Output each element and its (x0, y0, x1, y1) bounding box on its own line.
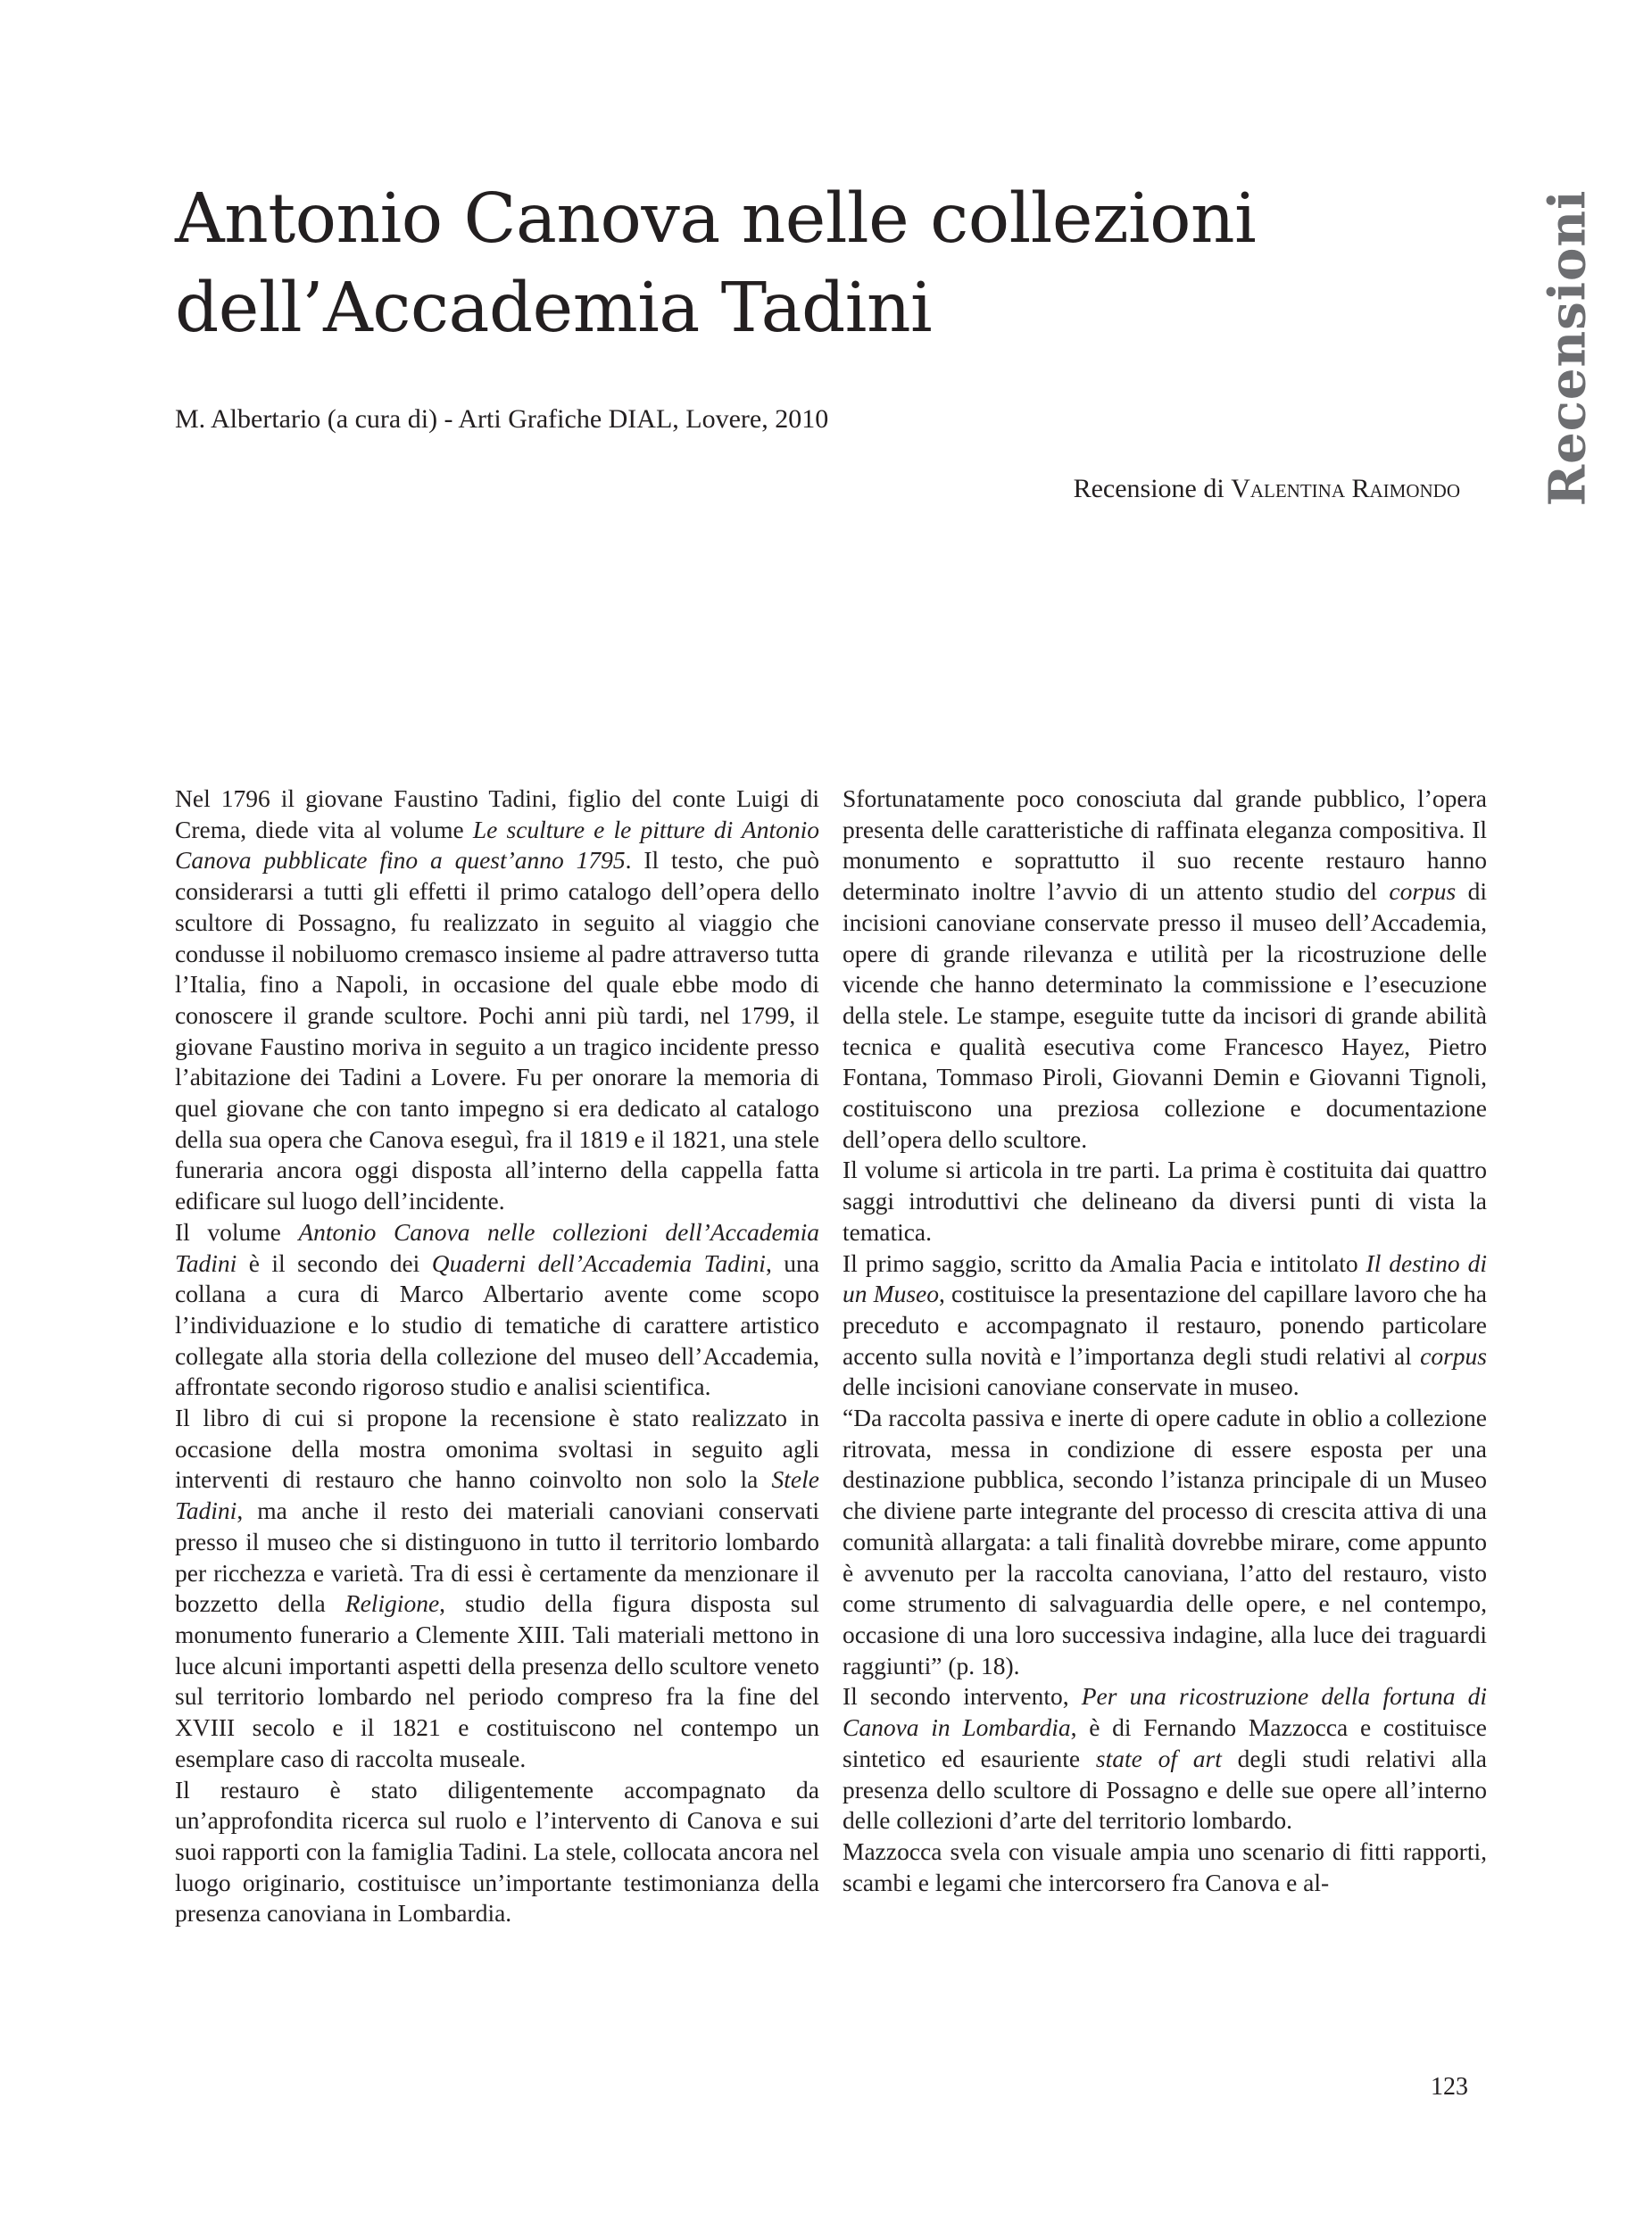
paragraph: Il volume si articola in tre parti. La prima è costituita dai quattro saggi introduttivi che delineano da diversi punti di vista la tematica. (843, 1156, 1487, 1246)
section-side-label (1532, 189, 1603, 507)
page-number: 123 (1431, 2073, 1468, 2101)
paragraph: Il volume Antonio Canova nelle collezioni dell’Accademia Tadini è il secondo dei Quaderni dell’Accademia Tadini, una collana a cura di Marco Albertario avente come scopo l’individuazione e lo studio di tematiche di carattere artistico collegate alla storia della collezione del museo dell’Accademia, affrontate secondo rigoroso studio e analisi scientifica. (175, 1217, 819, 1401)
paragraph: Il secondo intervento, Per una ricostruzione della fortuna di Canova in Lombardia, è di Fernando Mazzocca e costituisce sintetico ed esauriente state of art degli studi relativi alla presenza dello scultore di Possagno e delle sue opere all’interno delle collezioni d’arte del territorio lombardo. (843, 1682, 1487, 1835)
article-title (175, 175, 1335, 353)
text-column-right (843, 784, 1487, 1898)
byline (1074, 471, 1460, 507)
paragraph: Il primo saggio, scritto da Amalia Pacia e intitolato Il destino di un Museo, costituisce la presentazione del capillare lavoro che ha preceduto e accompagnato il restauro, ponendo particolare accento sulla novità e l’importanza degli studi relativi al corpus delle incisioni canoviane conservate in museo. (843, 1248, 1487, 1401)
paragraph: Sfortunatamente poco conosciuta dal grande pubblico, l’opera presenta delle caratteristiche di raffinata eleganza compositiva. Il monumento e soprattutto il suo recente restauro hanno determinato inoltre l’avvio di un attento studio del corpus di incisioni canoviane conservate presso il museo dell’Accademia, opere di grande rilevanza e utilità per la ricostruzione delle vicende che hanno determinato la commissione e l’esecuzione della stele. Le stampe, eseguite tutte da incisori di grande abilità tecnica e qualità esecutiva come Francesco Hayez, Pietro Fontana, Tommaso Piroli, Giovanni Demin e Giovanni Tignoli, costituiscono una preziosa collezione e documentazione dell’opera dello scultore. (843, 784, 1487, 1153)
text-column-left (175, 784, 819, 1929)
section-label-text: Recensioni (1538, 189, 1597, 507)
quotation-paragraph: “Da raccolta passiva e inerte di opere cadute in oblio a collezione ritrovata, messa in condizione di essere esposta per una destinazione pubblica, secondo l’istanza principale di un Museo che diviene parte integrante del processo di crescita attiva di una comunità allargata: a tali finalità dovrebbe mirare, come appunto è avvenuto per la raccolta canoviana, l’atto del restauro, visto come strumento di salvaguardia delle opere, e nel contempo, occasione di una loro successiva indagine, alla luce dei traguardi raggiunti” (p. 18). (843, 1404, 1487, 1679)
publication-info: M. Albertario (a cura di) - Arti Grafiche DIAL, Lovere, 2010 (175, 404, 829, 434)
paragraph: Mazzocca svela con visuale ampia uno scenario di fitti rapporti, scambi e legami che intercorsero fra Canova e al- (843, 1837, 1487, 1896)
title-line-2: dell’Accademia Tadini (175, 269, 933, 348)
byline-prefix: Recensione di (1073, 474, 1232, 503)
paragraph: Nel 1796 il giovane Faustino Tadini, figlio del conte Luigi di Crema, diede vita al volume Le sculture e le pitture di Antonio Canova pubblicate fino a quest’anno 1795. Il testo, che può considerarsi a tutti gli effetti il primo catalogo dell’opera dello scultore di Possagno, fu realizzato in seguito al viaggio che condusse il nobiluomo cremasco insieme al padre attraverso tutta l’Italia, fino a Napoli, in occasione del quale ebbe modo di conoscere il grande scultore. Pochi anni più tardi, nel 1799, il giovane Faustino moriva in seguito a un tragico incidente presso l’abitazione dei Tadini a Lovere. Fu per onorare la memoria di quel giovane che con tanto impegno si era dedicato al catalogo della sua opera che Canova eseguì, fra il 1819 e il 1821, una stele funeraria ancora oggi disposta all’interno della cappella fatta edificare sul luogo dell’incidente. (175, 784, 819, 1215)
byline-author: Valentina Raimondo (1231, 474, 1460, 503)
paragraph: Il libro di cui si propone la recensione è stato realizzato in occasione della mostra omonima svoltasi in seguito agli interventi di restauro che hanno coinvolto non solo la Stele Tadini, ma anche il resto dei materiali canoviani conservati presso il museo che si distinguono in tutto il territorio lombardo per ricchezza e varietà. Tra di essi è certamente da menzionare il bozzetto della Religione, studio della figura disposta sul monumento funerario a Clemente XIII. Tali materiali mettono in luce alcuni importanti aspetti della presenza dello scultore veneto sul territorio lombardo nel periodo compreso fra la fine del XVIII secolo e il 1821 e costituiscono nel contempo un esemplare caso di raccolta museale. (175, 1404, 820, 1772)
paragraph: Il restauro è stato diligentemente accompagnato da un’approfondita ricerca sul ruolo e l’intervento di Canova e sui suoi rapporti con la famiglia Tadini. La stele, collocata ancora nel luogo originario, costituisce un’importante testimonianza della presenza canoviana in Lombardia. (175, 1775, 819, 1928)
title-line-1: Antonio Canova nelle collezioni (175, 179, 1257, 259)
